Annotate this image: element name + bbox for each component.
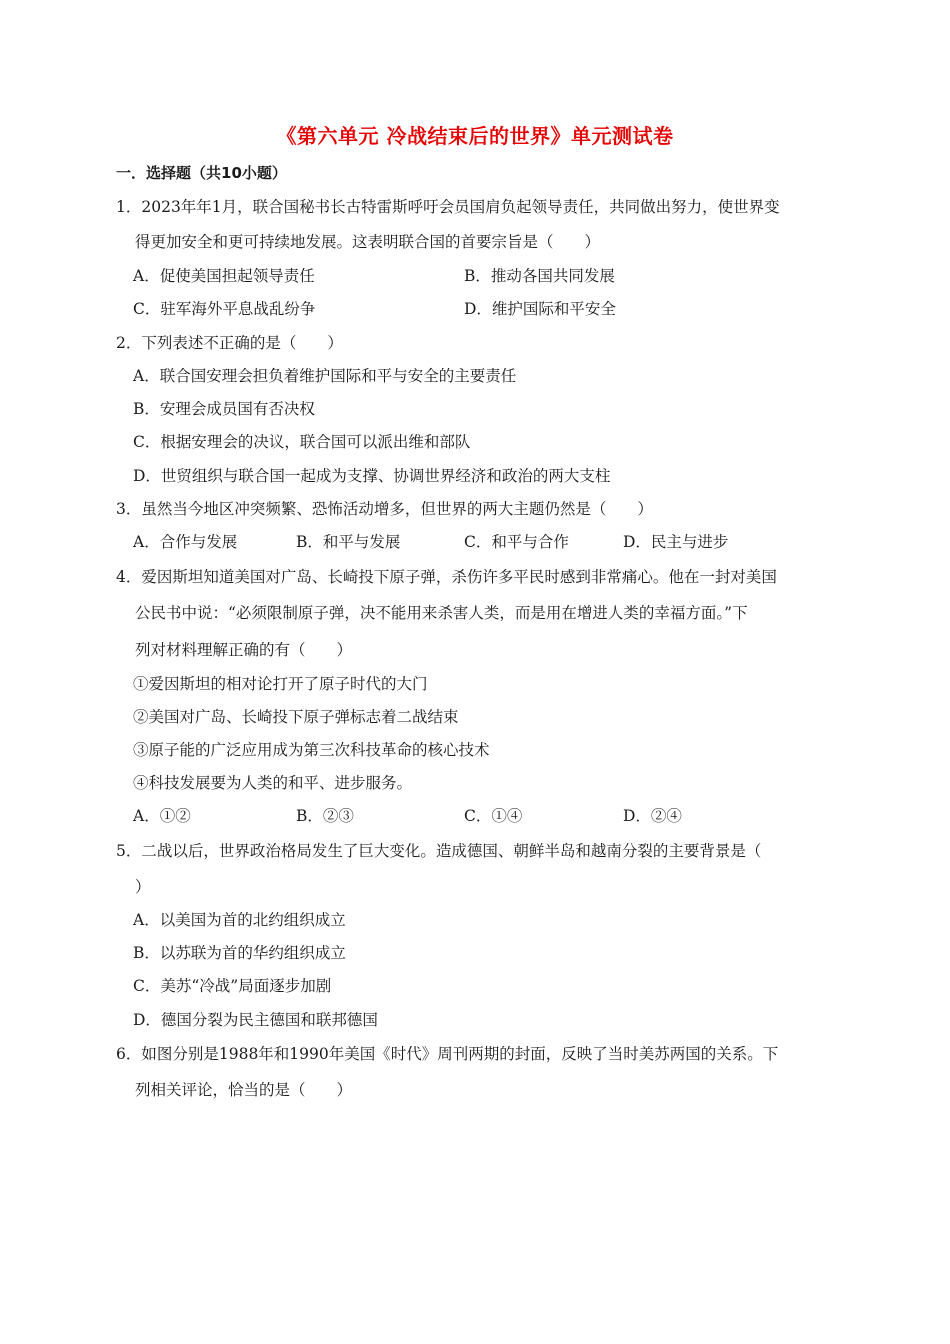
question-5-option-c: C．美苏“冷战”局面逐步加剧 (133, 977, 332, 995)
question-4-item-1: ①爱因斯坦的相对论打开了原子时代的大门 (133, 675, 428, 693)
page-title: 《第六单元 冷战结束后的世界》单元测试卷 (276, 124, 674, 148)
question-3-option-b: B．和平与发展 (296, 533, 401, 551)
question-3-option-c: C．和平与合作 (464, 533, 569, 551)
question-4-line-1: 4．爱因斯坦知道美国对广岛、长崎投下原子弹，杀伤许多平民时感到非常痛心。他在一封对美国 (116, 568, 777, 586)
question-1-option-b: B．推动各国共同发展 (464, 267, 615, 285)
question-5-line-2: ） (135, 878, 151, 896)
question-3-option-a: A．合作与发展 (133, 533, 238, 551)
question-1-option-c: C．驻军海外平息战乱纷争 (133, 300, 316, 318)
question-4-line-2: 公民书中说：“必须限制原子弹，决不能用来杀害人类，而是用在增进人类的幸福方面。”下 (135, 604, 748, 622)
question-2-line-1: 2．下列表述不正确的是（ ） (116, 334, 343, 352)
question-4-option-d: D．②④ (623, 807, 682, 825)
question-6-line-2: 列相关评论，恰当的是（ ） (135, 1081, 353, 1099)
question-1-option-d: D．维护国际和平安全 (464, 300, 616, 318)
question-2-option-d: D．世贸组织与联合国一起成为支撑、协调世界经济和政治的两大支柱 (133, 467, 611, 485)
question-1-option-a: A．促使美国担起领导责任 (133, 267, 315, 285)
question-5-option-d: D．德国分裂为民主德国和联邦德国 (133, 1011, 378, 1029)
question-3-option-d: D．民主与进步 (623, 533, 729, 551)
question-5-option-a: A．以美国为首的北约组织成立 (133, 911, 346, 929)
question-2-option-c: C．根据安理会的决议，联合国可以派出维和部队 (133, 433, 471, 451)
question-6-line-1: 6．如图分别是1988年和1990年美国《时代》周刊两期的封面，反映了当时美苏两国的关系。下 (116, 1045, 779, 1063)
question-4-option-b: B．②③ (296, 807, 354, 825)
question-2-option-a: A．联合国安理会担负着维护国际和平与安全的主要责任 (133, 367, 517, 385)
question-1-line-1: 1．2023年年1月，联合国秘书长古特雷斯呼吁会员国肩负起领导责任，共同做出努力，使世界变 (116, 198, 780, 216)
question-5-line-1: 5．二战以后，世界政治格局发生了巨大变化。造成德国、朝鲜半岛和越南分裂的主要背景是（ (116, 842, 762, 860)
question-1-line-2: 得更加安全和更可持续地发展。这表明联合国的首要宗旨是（ ） (135, 233, 601, 251)
question-3-line-1: 3．虽然当今地区冲突频繁、恐怖活动增多，但世界的两大主题仍然是（ ） (116, 500, 653, 518)
question-5-option-b: B．以苏联为首的华约组织成立 (133, 944, 346, 962)
question-4-item-2: ②美国对广岛、长崎投下原子弹标志着二战结束 (133, 708, 459, 726)
question-4-option-c: C．①④ (464, 807, 523, 825)
question-4-line-3: 列对材料理解正确的有（ ） (135, 641, 353, 659)
question-4-option-a: A．①② (133, 807, 191, 825)
question-2-option-b: B．安理会成员国有否决权 (133, 400, 315, 418)
question-4-item-4: ④科技发展要为人类的和平、进步服务。 (133, 774, 413, 792)
section-heading: 一．选择题（共10小题） (116, 164, 287, 182)
question-4-item-3: ③原子能的广泛应用成为第三次科技革命的核心技术 (133, 741, 490, 759)
